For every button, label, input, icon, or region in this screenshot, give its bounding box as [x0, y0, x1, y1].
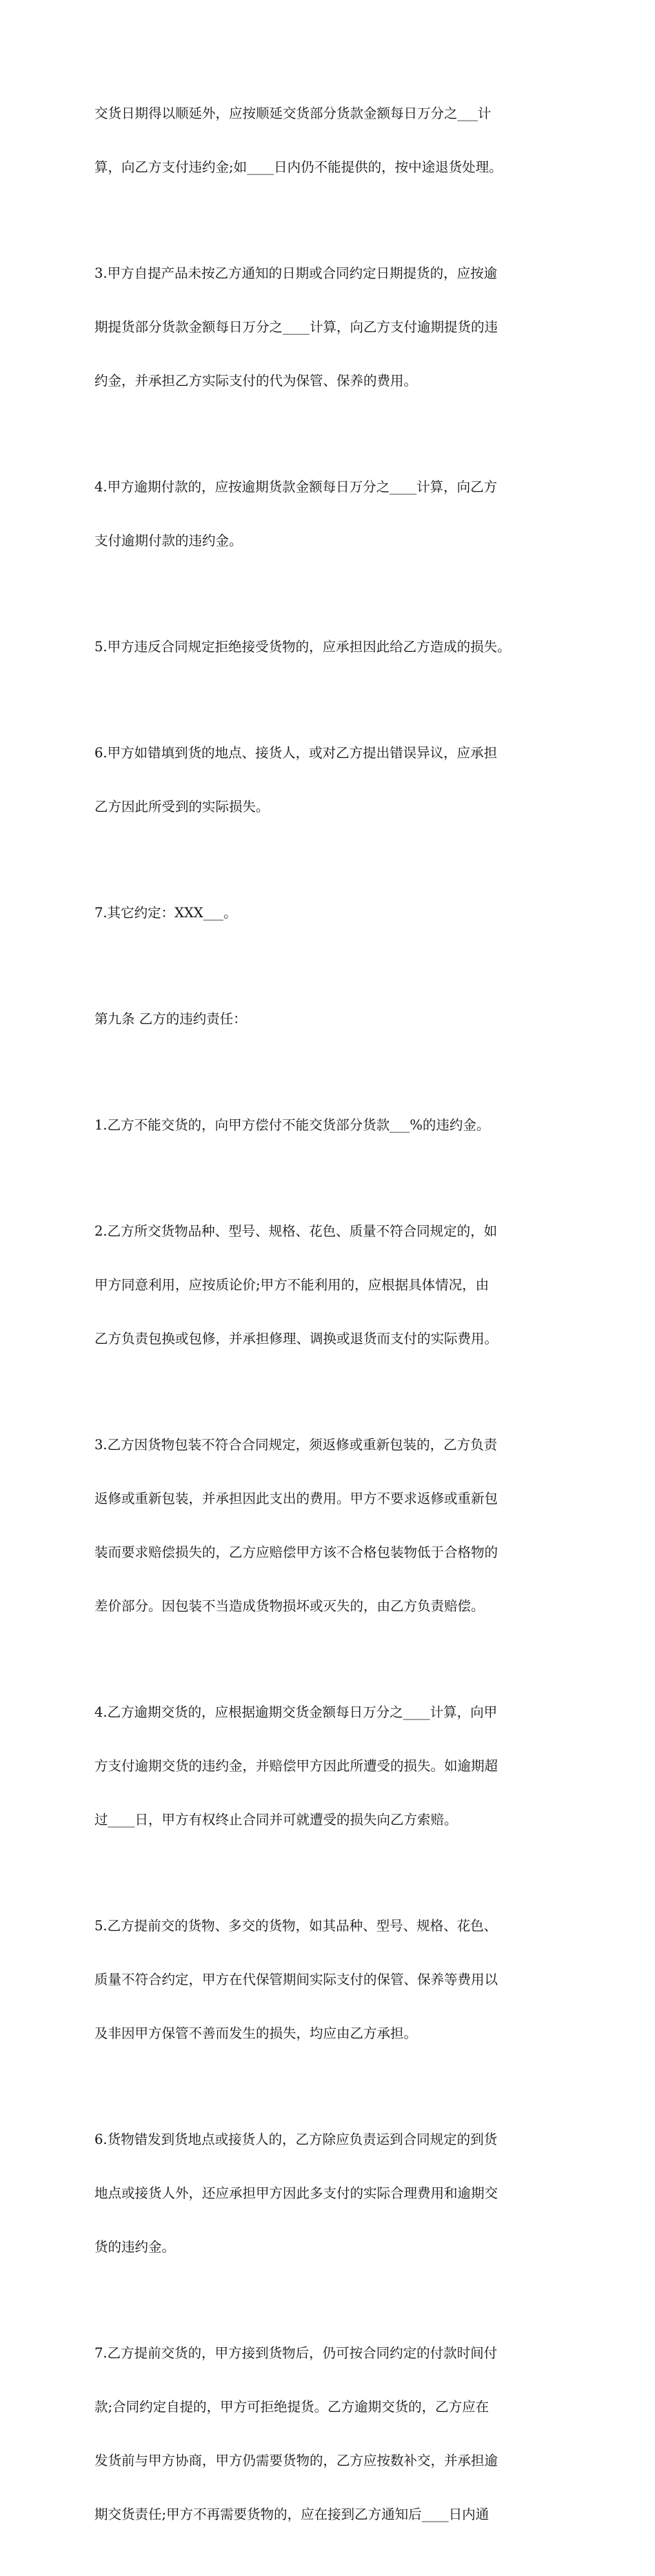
paragraph-b-item-2: [94, 1187, 570, 1384]
text-line: 乙方负责包换或包修，并承担修理、调换或退货而支付的实际费用。: [94, 1331, 498, 1347]
text-line: 交货日期得以顺延外，应按顺延交货部分货款金额每日万分之___计: [94, 105, 492, 121]
text-line: 6.货物错发到货地点或接货人的，乙方除应负责运到合同规定的到货: [94, 2132, 498, 2147]
text-line: 2.乙方所交货物品种、型号、规格、花色、质量不符合同规定的，如: [94, 1223, 498, 1239]
text-line: 发货前与甲方协商，甲方仍需要货物的，乙方应按数补交，并承担逾: [94, 2453, 498, 2468]
text-line: 7.其它约定：XXX___。: [94, 905, 237, 921]
text-line: 3.乙方因货物包装不符合合同规定，须返修或重新包装的，乙方负责: [94, 1437, 498, 1453]
paragraph-item-4: [94, 442, 570, 586]
text-line: 质量不符合约定，甲方在代保管期间实际支付的保管、保养等费用以: [94, 1972, 498, 1987]
paragraph-b-item-7: [94, 2309, 570, 2559]
paragraph-b-item-4: [94, 1668, 570, 1865]
text-line: 6.甲方如错填到货的地点、接货人，或对乙方提出错误异议，应承担: [94, 745, 498, 761]
paragraph-continuation: [94, 69, 570, 212]
text-line: 约金，并承担乙方实际支付的代为保管、保养的费用。: [94, 373, 418, 389]
text-line: 差价部分。因包装不当造成货物损坏或灭失的，由乙方负责赔偿。: [94, 1598, 485, 1614]
text-line: 5.甲方违反合同规定拒绝接受货物的，应承担因此给乙方造成的损失。: [94, 639, 511, 655]
text-line: 货的违约金。: [94, 2239, 176, 2255]
paragraph-b-item-3: [94, 1400, 570, 1651]
text-line: 3.甲方自提产品未按乙方通知的日期或合同约定日期提货的，应按逾: [94, 265, 498, 281]
section-heading: [94, 974, 570, 1064]
text-line: 过____日，甲方有权终止合同并可就遭受的损失向乙方索赔。: [94, 1812, 458, 1828]
text-line: 7.乙方提前交货的，甲方接到货物后，仍可按合同约定的付款时间付: [94, 2345, 498, 2361]
text-line: 算，向乙方支付违约金;如____日内仍不能提供的，按中途退货处理。: [94, 159, 503, 175]
text-line: 4.甲方逾期付款的，应按逾期货款金额每日万分之____计算，向乙方: [94, 479, 498, 495]
paragraph-item-3: [94, 229, 570, 426]
paragraph-b-item-1: [94, 1081, 570, 1170]
document-body: [94, 69, 570, 2576]
text-line: 1.乙方不能交货的，向甲方偿付不能交货部分货款___%的违约金。: [94, 1117, 490, 1133]
text-line: 期交货责任;甲方不再需要货物的，应在接到乙方通知后____日内通: [94, 2506, 490, 2522]
text-line: 地点或接货人外，还应承担甲方因此多支付的实际合理费用和逾期交: [94, 2185, 498, 2201]
paragraph-item-5: [94, 602, 570, 692]
paragraph-item-6: [94, 708, 570, 852]
paragraph-item-7: [94, 868, 570, 958]
text-line: 装而要求赔偿损失的，乙方应赔偿甲方该不合格包装物低于合格物的: [94, 1544, 498, 1560]
text-line: 甲方同意利用，应按质论价;甲方不能利用的，应根据具体情况，由: [94, 1277, 490, 1293]
text-line: 乙方因此所受到的实际损失。: [94, 799, 270, 815]
text-line: 及非因甲方保管不善而发生的损失，均应由乙方承担。: [94, 2025, 418, 2041]
text-line: 5.乙方提前交的货物、多交的货物，如其品种、型号、规格、花色、: [94, 1918, 498, 1934]
text-line: 返修或重新包装，并承担因此支出的费用。甲方不要求返修或重新包: [94, 1491, 498, 1506]
text-line: 款;合同约定自提的，甲方可拒绝提货。乙方逾期交货的，乙方应在: [94, 2399, 490, 2415]
paragraph-b-item-5: [94, 1881, 570, 2078]
text-line: 期提货部分货款金额每日万分之____计算，向乙方支付逾期提货的违: [94, 319, 498, 335]
text-line: 支付逾期付款的违约金。: [94, 533, 243, 549]
text-line: 方支付逾期交货的违约金，并赔偿甲方因此所遭受的损失。如逾期超: [94, 1758, 498, 1774]
heading-line: 第九条 乙方的违约责任：: [94, 1011, 247, 1027]
text-line: 4.乙方逾期交货的，应根据逾期交货金额每日万分之____计算，向甲: [94, 1704, 498, 1720]
paragraph-b-item-6: [94, 2095, 570, 2292]
